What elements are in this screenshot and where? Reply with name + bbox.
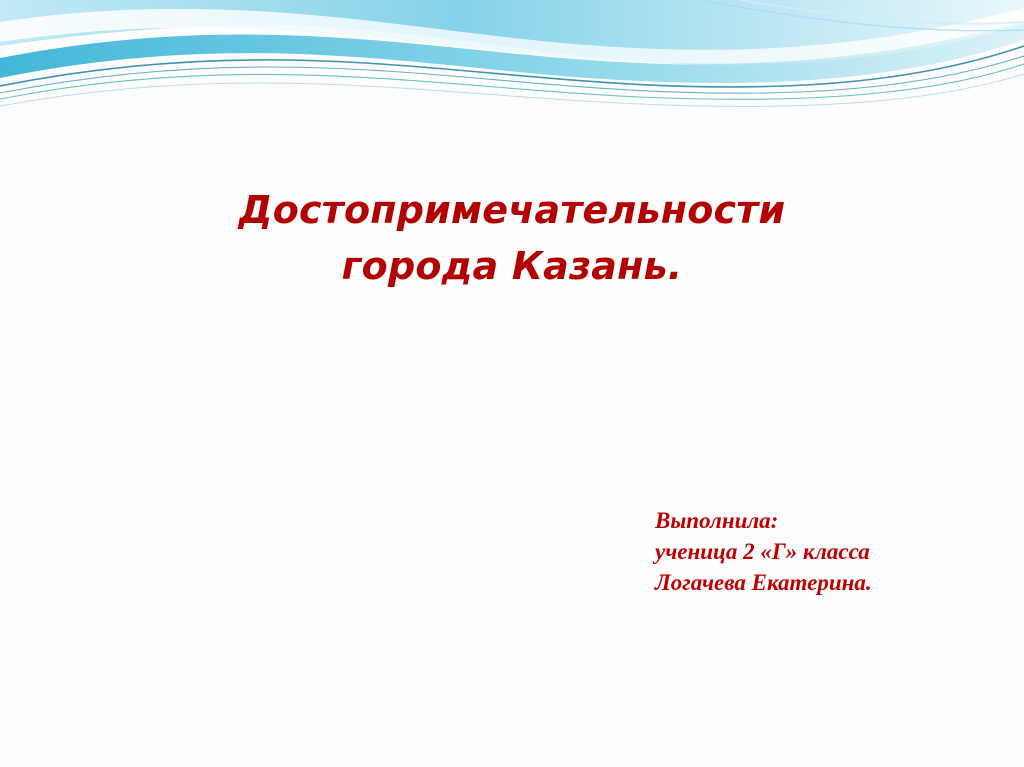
author-line-3: Логачева Екатерина. — [655, 570, 872, 595]
author-line-1: Выполнила: — [655, 508, 779, 533]
author-line-2: ученица 2 «Г» класса — [655, 539, 870, 564]
slide-title-line-1: Достопримечательности — [238, 188, 786, 232]
slide-title — [0, 182, 1024, 294]
author-credit — [655, 505, 995, 598]
decorative-wave-banner — [0, 0, 1024, 120]
slide-title-line-2: города Казань. — [341, 244, 683, 288]
